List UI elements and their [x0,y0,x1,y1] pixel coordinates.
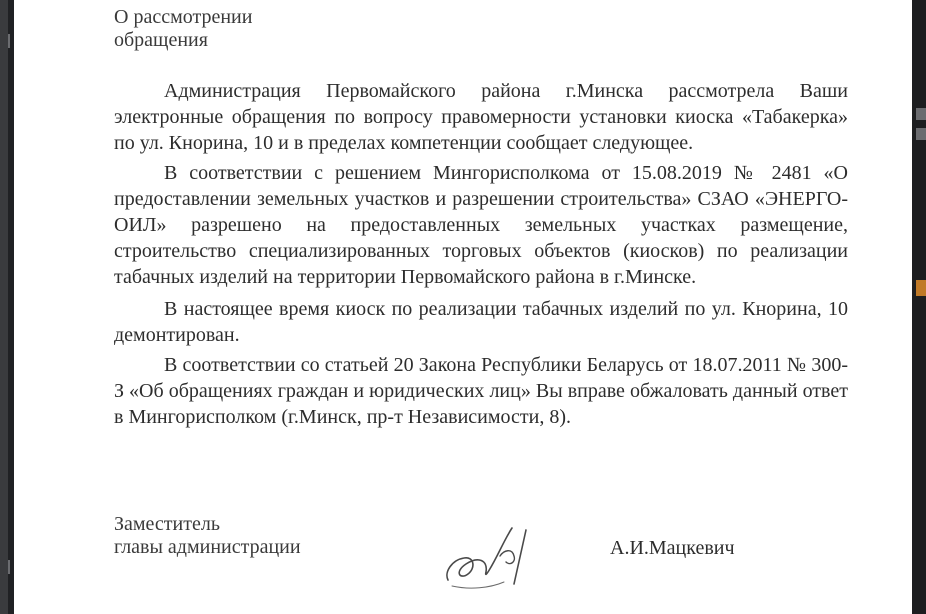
subject-line: О рассмотрении [114,6,253,28]
paragraph-decision: В соответствии с решением Мингорисполкома от 15.08.2019 № 2481 «О предоставлении земельных участков и разрешении строительства» СЗАО «ЭНЕРГО-ОИЛ» разрешено на предоставленных земельных участках размещение, строительство специализированных торговых объектов (киосков) по реализации табачных изделий на территории Первомайского района в г.Минске. [114,162,848,288]
letter-subject [114,6,252,52]
right-edge-marker [916,108,926,120]
background-window-left [0,0,14,614]
left-edge-marker [0,34,10,48]
background-window-right [912,0,926,614]
paragraph-intro: Администрация Первомайского района г.Минска рассмотрела Ваши электронные обращения по вопросу правомерности установки киоска «Табакерка» по ул. Кнорина, 10 и в пределах компетенции сообщает следующее. [114,80,848,154]
paragraph-appeal: В соответствии со статьей 20 Закона Республики Беларусь от 18.07.2011 № 300-З «Об обращениях граждан и юридических лиц» Вы вправе обжаловать данный ответ в Мингорисполком (г.Минск, пр-т Независимости, 8). [114,354,848,428]
signer-title-line: Заместитель [114,513,220,535]
signer-title-line: главы администрации [114,536,301,558]
signer-name: А.И.Мацкевич [610,537,735,559]
signer-title [114,513,301,559]
right-edge-accent-marker [916,280,926,296]
letter-body [114,78,848,434]
right-edge-marker [916,128,926,140]
subject-line: обращения [114,29,208,51]
handwritten-signature [430,520,560,596]
paragraph-status: В настоящее время киоск по реализации табачных изделий по ул. Кнорина, 10 демонтирован. [114,298,848,346]
left-edge-marker [0,560,10,574]
